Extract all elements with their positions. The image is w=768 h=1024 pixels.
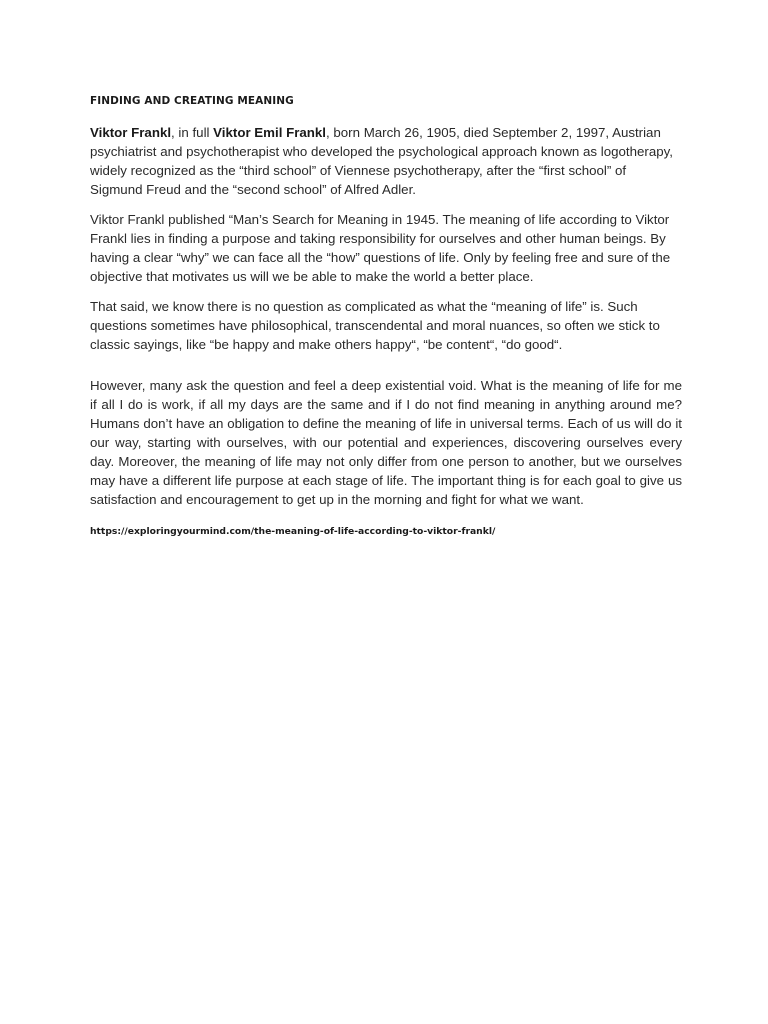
paragraph-meaning-of-life-question: That said, we know there is no question as complicated as what the “meaning of life” is. Such questions sometimes have philosophical, transcendental and moral nuances, so often we stick to classic sayings, like “be happy and make others happy“, “be content“, “do good“. — [90, 299, 660, 352]
source-url-link[interactable]: https://exploringyourmind.com/the-meaning-of-life-according-to-viktor-frankl/ — [90, 526, 496, 537]
document-body — [90, 94, 682, 538]
bio-text-connector: , in full — [171, 125, 214, 140]
paragraph-frankl-bio — [90, 123, 682, 199]
paragraph-existential-void: However, many ask the question and feel a deep existential void. What is the meaning of life for me if all I do is work, if all my days are the same and if I do not find meaning in anything around me? Humans don’t have an obligation to define the meaning of life in universal terms. Each of us will do it our way, starting with ourselves, with our potential and experiences, discovering ourselves every day. Moreover, the meaning of life may not only differ from one person to another, but we ourselves may have a different life purpose at each stage of life. The important thing is for each goal to give us satisfaction and encouragement to get up in the morning and fight for what we want. — [90, 378, 682, 507]
document-heading: FINDING AND CREATING MEANING — [90, 95, 294, 107]
bio-text-body: , born March 26, 1905, died September 2, 1997, Austrian psychiatrist and psychotherapist who developed the psychological approach known as logotherapy, widely recognized as the “third school” of Viennese psychotherapy, after the “first school” of Sigmund Freud and the “second school” of Alfred Adler. — [90, 125, 673, 197]
paragraph-mans-search: Viktor Frankl published “Man’s Search for Meaning in 1945. The meaning of life according to Viktor Frankl lies in finding a purpose and taking responsibility for ourselves and other human beings. By having a clear “why” we can face all the “how” questions of life. Only by feeling free and sure of the objective that motivates us will we be able to make the world a better place. — [90, 212, 671, 284]
name-viktor-emil-frankl: Viktor Emil Frankl — [213, 125, 326, 140]
name-viktor-frankl: Viktor Frankl — [90, 125, 172, 140]
